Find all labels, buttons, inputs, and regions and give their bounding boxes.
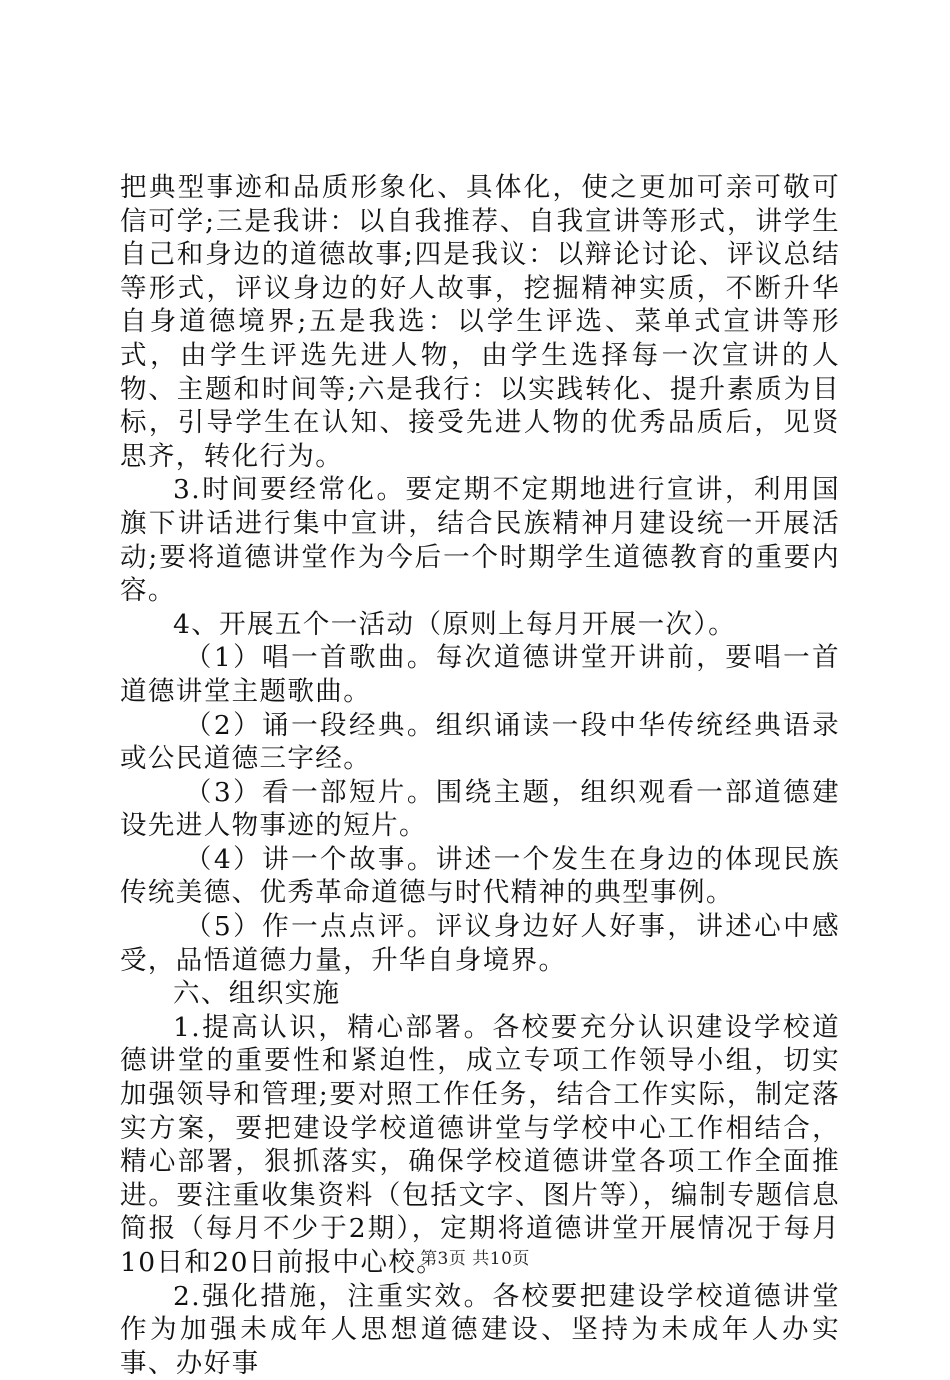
paragraph-five-activities: 4、开展五个一活动（原则上每月开展一次）。 xyxy=(173,608,737,640)
document-body xyxy=(120,171,840,1380)
paragraph-continuation: 把典型事迹和品质形象化、具体化，使之更加可亲可敬可信可学;三是我讲：以自我推荐、自我宣讲等形式，讲学生自己和身边的道德故事;四是我议：以辩论讨论、评议总结等形式，评议身边的好人故事，挖掘精神实质，不断升华自身道德境界;五是我选：以学生评选、菜单式宣讲等形式，由学生评选先进人物，由学生选择每一次宣讲的人物、主题和时间等;六是我行：以实践转化、提升素质为目标，引导学生在认知、接受先进人物的优秀品质后，见贤思齐，转化行为。 xyxy=(120,172,840,472)
page-number-footer: 第3页 共10页 xyxy=(420,1249,530,1269)
paragraph-implementation-2: 2.强化措施，注重实效。各校要把建设学校道德讲堂作为加强未成年人思想道德建设、坚持为未成年人办实事、办好事 xyxy=(120,1280,840,1379)
paragraph-activity-3: （3）看一部短片。围绕主题，组织观看一部道德建设先进人物事迹的短片。 xyxy=(120,776,840,842)
section-heading-implementation: 六、组织实施 xyxy=(173,978,341,1010)
paragraph-activity-2: （2）诵一段经典。组织诵读一段中华传统经典语录或公民道德三字经。 xyxy=(120,709,840,775)
paragraph-activity-1: （1）唱一首歌曲。每次道德讲堂开讲前，要唱一首道德讲堂主题歌曲。 xyxy=(120,642,840,707)
paragraph-activity-5: （5）作一点点评。评议身边好人好事，讲述心中感受，品悟道德力量，升华自身境界。 xyxy=(120,911,840,976)
paragraph-activity-4: （4）讲一个故事。讲述一个发生在身边的体现民族传统美德、优秀革命道德与时代精神的典型事例。 xyxy=(120,843,840,909)
paragraph-implementation-1: 1.提高认识，精心部署。各校要充分认识建设学校道德讲堂的重要性和紧迫性，成立专项工作领导小组，切实加强领导和管理;要对照工作任务，结合工作实际，制定落实方案，要把建设学校道德讲堂与学校中心工作相结合，精心部署，狠抓落实，确保学校道德讲堂各项工作全面推进。要注重收集资料（包括文字、图片等），编制专题信息简报（每月不少于2期），定期将道德讲堂开展情况于每月10日和20日前报中心校。 xyxy=(120,1011,840,1278)
paragraph-time-regular: 3.时间要经常化。要定期不定期地进行宣讲，利用国旗下讲话进行集中宣讲，结合民族精神月建设统一开展活动;要将道德讲堂作为今后一个时期学生道德教育的重要内容。 xyxy=(120,474,840,607)
